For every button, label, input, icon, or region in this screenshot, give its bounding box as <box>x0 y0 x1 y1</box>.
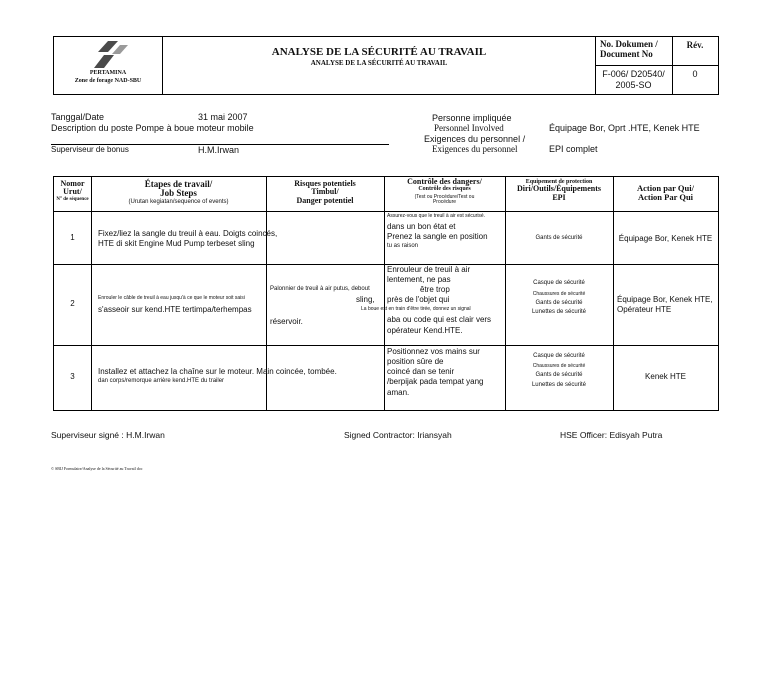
row-1-control-line: dans un bon état et <box>387 222 456 231</box>
requirements-label-alt: Exigences du personnel <box>432 144 518 154</box>
revision-label: Rév. <box>686 40 704 50</box>
header-line: Action Par Qui <box>637 191 694 202</box>
document-no-line: F-006/ D20540/ <box>602 69 665 79</box>
company-name: PERTAMINA <box>89 70 127 76</box>
row-1-control-line: Prenez la sangle en position <box>387 232 488 241</box>
date-label: Tanggal/Date <box>51 112 105 122</box>
row-2-ppe-line: Lunettes de sécurité <box>531 309 587 315</box>
divider <box>54 264 718 265</box>
requirements-label: Exigences du personnel / <box>424 134 526 144</box>
row-3-number: 3 <box>70 372 75 381</box>
row-3-step-line: Installez et attachez la chaîne sur le moteur. Main coincée, tombée. <box>98 367 337 376</box>
document-no-value <box>595 69 672 92</box>
header-line: EPI <box>552 192 566 202</box>
document-no-label-line: Document No <box>600 48 653 59</box>
header-line: Equipement de protection <box>525 179 593 185</box>
row-2-step-line: Enrouler le câble de treuil à eau jusqu'à ce que le moteur soit saisi <box>98 295 245 301</box>
row-2-risk-line: réservoir. <box>270 317 303 326</box>
row-2-step-line: s'asseoir sur kend.HTE tertimpa/terhempas <box>98 305 252 314</box>
column-header-sequence <box>54 180 91 202</box>
row-2-ppe-line: Chaussures de sécurité <box>532 291 586 297</box>
header-line: Étapes de travail/ <box>144 179 213 189</box>
row-1-action: Équipage Bor, Kenek HTE <box>618 234 713 243</box>
document-no-line: 2005-SO <box>615 80 652 91</box>
page-title: ANALYSE DE LA SÉCURITÉ AU TRAVAIL <box>271 46 487 58</box>
personnel-value: Équipage Bor, Oprt .HTE, Kenek HTE <box>549 123 700 133</box>
company-zone: Zone de forage NAD-SBU <box>74 78 142 84</box>
row-2-control-line: être trop <box>420 285 450 294</box>
row-3-control-line: aman. <box>387 388 410 397</box>
row-2-risk-line: sling, <box>356 295 375 304</box>
date-value: 31 mai 2007 <box>198 112 248 122</box>
row-1-control-line: Assurez-vous que le treuil à air est sécurisé. <box>387 213 486 219</box>
underline <box>51 144 389 145</box>
jsa-table <box>53 176 719 411</box>
row-2-risk-line: La boue est en train d'être tirée, donnez un signal <box>361 306 471 312</box>
column-header-protective-equipment <box>505 179 613 202</box>
supervisor-label: Superviseur de bonus <box>51 145 129 154</box>
personnel-label-en: Personnel Involved <box>434 123 504 133</box>
row-3-step-line: dan corps/remorque arrière kend.HTE du trailer <box>98 378 225 384</box>
header-line: Nomor <box>60 179 85 188</box>
row-3-control-line: Positionnez vos mains sur <box>387 347 480 356</box>
row-2-control-line: aba ou code qui est clair vers <box>387 315 492 324</box>
copyright-note: © SBIJ Formulaire/Analyse de la Sécurité au Travail doc <box>51 466 143 471</box>
row-3-control-line: /berpijak pada tempat yang <box>387 377 484 386</box>
header-line: Job Steps <box>160 188 197 199</box>
header-line: Procédure <box>432 198 457 205</box>
row-1-number: 1 <box>70 233 75 242</box>
contractor-signature: Signed Contractor: Iriansyah <box>344 430 452 440</box>
header-line: Action par Qui/ <box>637 183 694 193</box>
header-line: Danger potentiel <box>296 195 354 205</box>
row-3-ppe-line: Gants de sécurité <box>535 372 583 378</box>
supervisor-signature: Superviseur signé : H.M.Irwan <box>51 430 165 440</box>
job-description: Description du poste Pompe à boue moteur mobile <box>51 123 254 133</box>
row-3-control-line: position sûre de <box>387 357 444 366</box>
row-1-control-line: tu as raison <box>387 243 419 249</box>
header-line: Urut/ <box>63 187 82 197</box>
row-2-ppe-line: Gants de sécurité <box>535 300 583 306</box>
row-2-control-line: près de l'objet qui <box>387 295 450 304</box>
header-line: Contrôle des dangers/ <box>407 177 482 186</box>
row-3-action: Kenek HTE <box>645 372 686 381</box>
divider <box>595 65 718 66</box>
header-line: (Urutan kegiatan/sequence of events) <box>128 198 229 205</box>
row-3-ppe-line: Chaussures de sécurité <box>532 363 586 369</box>
supervisor-value: H.M.Irwan <box>198 145 240 155</box>
personnel-label: Personne impliquée <box>432 113 512 123</box>
row-2-control-line: opérateur Kend.HTE. <box>387 326 463 335</box>
requirements-value: EPI complet <box>549 144 598 154</box>
header-line: Risques potentiels <box>294 179 356 188</box>
hse-officer-signature: HSE Officer: Edisyah Putra <box>560 430 663 440</box>
header-line: (Test ou Procédure/Test ou <box>414 193 475 200</box>
column-header-action-by <box>613 184 718 202</box>
column-header-hazard-control <box>384 178 505 205</box>
header-line: Timbul/ <box>311 187 339 197</box>
row-3-ppe-line: Lunettes de sécurité <box>531 382 587 388</box>
header-line: Diri/Outils/Équipements <box>516 184 601 194</box>
document-no-label <box>600 40 658 60</box>
document-header <box>53 36 719 95</box>
row-3-ppe-line: Casque de sécurité <box>533 353 585 359</box>
divider <box>54 211 718 212</box>
header-line: Contrôle des risques <box>418 186 471 193</box>
pertamina-logo-icon <box>94 40 130 70</box>
row-2-risk-line: Palonnier de treuil à air putus, debout <box>270 286 370 292</box>
row-2-action-line: Opérateur HTE <box>617 305 672 314</box>
row-1-step-line: HTE di skit Engine Mud Pump terbeset sling <box>98 239 255 248</box>
row-1-ppe-line: Gants de sécurité <box>535 235 583 241</box>
row-1-step-line: Fixez/liez la sangle du treuil à eau. Doigts coincés, <box>98 229 278 238</box>
column-header-potential-risks <box>266 180 384 205</box>
row-2-ppe-line: Casque de sécurité <box>533 280 585 286</box>
document-no-label-line: No. Dokumen / <box>600 39 658 49</box>
divider <box>54 345 718 346</box>
row-2-control-line: Enrouleur de treuil à air <box>387 265 471 274</box>
row-3-control-line: coincé dan se tenir <box>387 367 455 376</box>
row-2-action-line: Équipage Bor, Kenek HTE, <box>617 295 713 304</box>
header-line: N° de séquence <box>56 196 89 202</box>
row-2-control-line: lentement, ne pas <box>387 275 451 284</box>
row-2-number: 2 <box>70 299 75 308</box>
column-header-job-steps <box>91 180 266 205</box>
page-subtitle: ANALYSE DE LA SÉCURITÉ AU TRAVAIL <box>310 59 448 67</box>
revision-value: 0 <box>692 69 698 79</box>
